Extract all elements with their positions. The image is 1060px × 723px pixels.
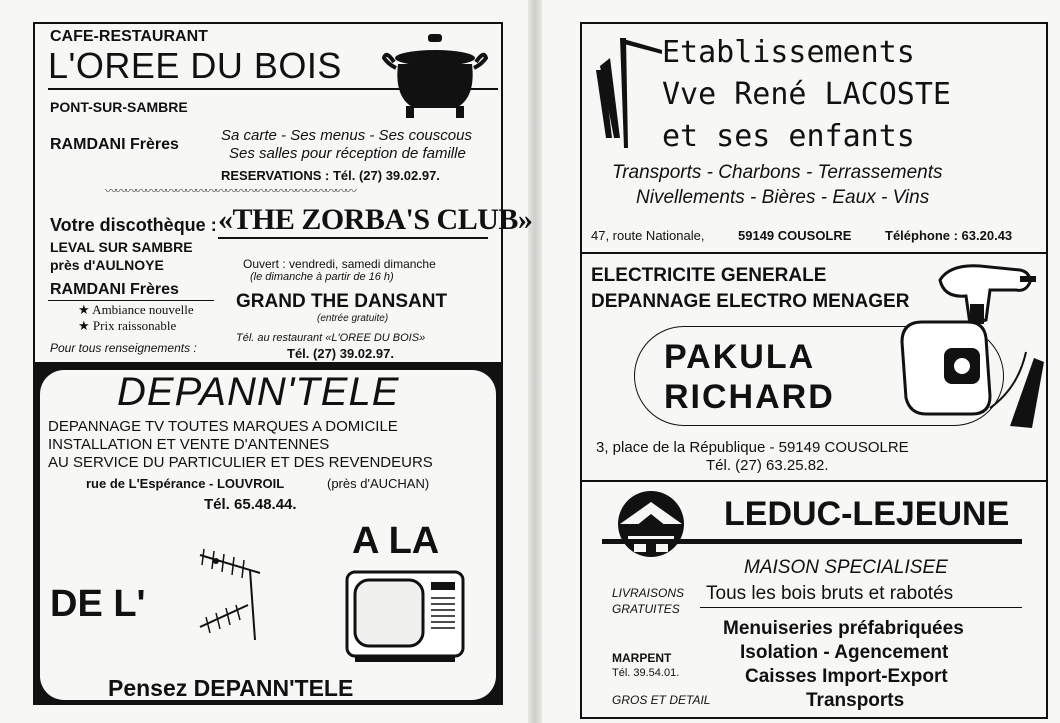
leduc-item2: Isolation - Agencement [740,642,949,663]
depann-big1: A LA [352,520,440,562]
zorba-open: Ouvert : vendredi, samedi dimanche [243,257,436,271]
lacoste-line3: et ses enfants [662,119,915,154]
lacoste-logo-icon [590,30,665,148]
tv-antenna-icon [180,545,330,640]
pakula-line2: DEPANNAGE ELECTRO MENAGER [591,291,910,312]
zorba-bullet1: ★ Ambiance nouvelle [78,302,194,317]
leduc-title: LEDUC-LEJEUNE [724,495,1010,533]
oree-line2: Ses salles pour réception de famille [229,145,466,162]
oree-owners: RAMDANI Frères [50,136,179,153]
zorba-phone: Tél. (27) 39.02.97. [287,346,394,361]
page-fold [528,0,542,723]
lacoste-line1: Etablissements [662,35,915,70]
depann-line1: DEPANNAGE TV TOUTES MARQUES A DOMICILE [48,418,398,435]
zorba-event: GRAND THE DANSANT [236,291,448,312]
pakula-name1: PAKULA [664,338,816,376]
leduc-trade: GROS ET DETAIL [612,693,711,707]
depann-big2: DE L' [50,583,146,625]
zorba-bullet2: ★ Prix raissonable [78,318,177,333]
zorba-owners-rule [48,300,214,301]
depann-line3: AU SERVICE DU PARTICULIER ET DES REVENDEURS [48,454,433,471]
zorba-open-sub: (le dimanche à partir de 16 h) [250,271,394,283]
leduc-delivery1: LIVRAISONS [612,586,685,600]
wavy-divider: 〰〰〰〰〰〰〰〰〰〰〰〰〰〰〰〰〰〰〰〰〰〰〰〰〰 [105,184,356,198]
leduc-delivery2: GRATUITES [612,602,680,616]
cooking-pot-icon [380,28,490,120]
pakula-address: 3, place de la République - 59149 COUSOLRE [596,439,909,456]
oree-reservations: RESERVATIONS : Tél. (27) 39.02.97. [221,168,440,183]
pakula-name2: RICHARD [664,378,835,416]
oree-title: L'OREE DU BOIS [48,45,342,86]
zorba-event-sub: (entrée gratuite) [317,313,389,324]
zorba-club-title: «THE ZORBA'S CLUB» [218,203,533,236]
leduc-phone: Tél. 39.54.01. [612,667,680,679]
zorba-town2: près d'AULNOYE [50,257,164,273]
leduc-tagline-rule [700,607,1022,608]
steam-iron-icon [898,318,1046,442]
television-icon [345,566,465,664]
leduc-tagline: Tous les bois bruts et rabotés [706,583,954,604]
depann-footer: Pensez DEPANN'TELE [108,675,354,701]
depann-line2: INSTALLATION ET VENTE D'ANTENNES [48,436,330,453]
lacoste-phone: Téléphone : 63.20.43 [885,228,1013,243]
lacoste-services1: Transports - Charbons - Terrassements [612,162,943,183]
leduc-logo-icon [610,490,692,560]
oree-line1: Sa carte - Ses menus - Ses couscous [221,127,472,144]
leduc-title-rule [602,539,1022,544]
lacoste-services2: Nivellements - Bières - Eaux - Vins [636,187,930,208]
depann-phone: Tél. 65.48.44. [204,496,297,513]
lacoste-zip: 59149 COUSOLRE [738,228,852,243]
pakula-line1: ELECTRICITE GENERALE [591,265,827,286]
oree-kicker: CAFE-RESTAURANT [50,28,208,45]
zorba-title-rule [218,237,488,239]
oree-town: PONT-SUR-SAMBRE [50,99,188,115]
depann-address-note: (près d'AUCHAN) [327,476,430,491]
depann-address: rue de L'Espérance - LOUVROIL [86,476,285,491]
zorba-disco: Votre discothèque : [50,215,217,235]
leduc-item3: Caisses Import-Export [745,666,948,687]
leduc-town: MARPENT [612,651,672,665]
lacoste-divider [580,252,1048,254]
zorba-info: Pour tous renseignements : [50,341,197,355]
leduc-item4: Transports [806,690,905,711]
leduc-subtitle: MAISON SPECIALISEE [744,557,948,578]
zorba-owners: RAMDANI Frères [50,281,179,298]
pakula-phone: Tél. (27) 63.25.82. [706,457,829,474]
zorba-town1: LEVAL SUR SAMBRE [50,239,193,255]
lacoste-line2: Vve René LACOSTE [662,77,951,112]
depann-title: DEPANN'TELE [117,370,400,414]
zorba-venue: Tél. au restaurant «L'OREE DU BOIS» [236,332,426,344]
leduc-item1: Menuiseries préfabriquées [723,618,964,639]
pakula-divider [580,480,1048,482]
lacoste-address: 47, route Nationale, [591,228,705,243]
